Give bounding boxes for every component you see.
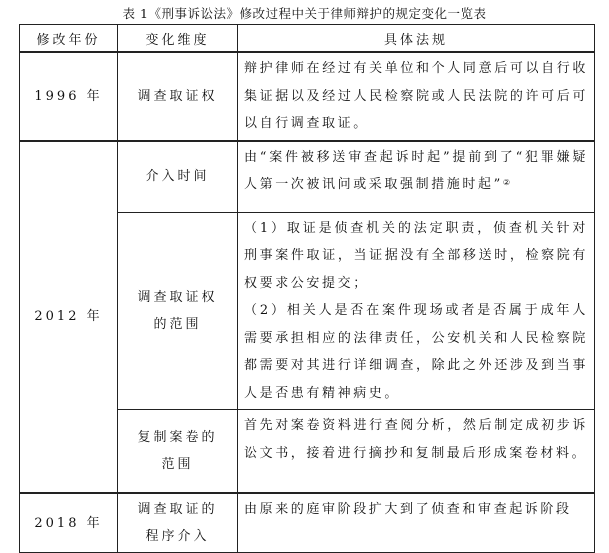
law-cell-2018: 由原来的庭审阶段扩大到了侦查和审查起诉阶段 xyxy=(238,493,595,553)
header-dimension: 变化维度 xyxy=(118,25,238,53)
table-row-2012-entry-time xyxy=(20,141,595,213)
dimension-line: 复制案卷的 xyxy=(137,430,218,445)
law-cell-2012-entry-time xyxy=(238,141,595,213)
year-cell-1996: 1996 年 xyxy=(20,52,118,141)
law-cell-2012-copy-scope: 首先对案卷资料进行查阅分析，然后制定成初步诉讼文书，接着进行摘抄和复制最后形成案卷材料。 xyxy=(238,410,595,494)
header-law: 具体法规 xyxy=(238,25,595,53)
year-cell-2018: 2018 年 xyxy=(20,493,118,553)
dimension-cell-2012-copy-scope xyxy=(118,410,238,494)
dimension-line: 程序介入 xyxy=(145,529,210,544)
dimension-cell-2012-evidence-scope xyxy=(118,212,238,410)
law-cell-1996: 辩护律师在经过有关单位和个人同意后可以自行收集证据以及经过人民检察院或人民法院的许可后可以自行调查取证。 xyxy=(238,52,595,141)
dimension-line: 的范围 xyxy=(153,316,202,332)
law-paragraph-2: （2）相关人是否在案件现场或者是否属于成年人需要承担相应的法律责任，公安机关和人民检察院都需要对其进行详细调查，除此之外还涉及到当事人是否患有精神病史。 xyxy=(244,303,588,401)
law-paragraph-1: （1）取证是侦查机关的法定职责，侦查机关针对刑事案件取证，当证据没有全部移送时，检察院有权要求公安提交； xyxy=(244,220,588,291)
table-caption: 表 1《刑事诉讼法》修改过程中关于律师辩护的规定变化一览表 xyxy=(122,6,487,21)
law-text-2012-entry-time: 由“案件被移送审查起诉时起”提前到了“犯罪嫌疑人第一次被讯问或采取强制措施时起” xyxy=(244,149,588,192)
law-cell-2012-evidence-scope xyxy=(238,212,595,410)
dimension-cell-2012-entry-time: 介入时间 xyxy=(118,141,238,213)
header-year: 修改年份 xyxy=(20,25,118,53)
footnote-marker: ② xyxy=(502,178,511,187)
law-change-table xyxy=(19,24,595,553)
table-row-2018 xyxy=(20,493,595,553)
dimension-line: 调查取证权 xyxy=(137,289,218,305)
dimension-line: 调查取证的 xyxy=(137,502,218,517)
header-row xyxy=(20,25,595,53)
dimension-cell-2018 xyxy=(118,493,238,553)
dimension-line: 范围 xyxy=(161,457,194,472)
year-cell-2012: 2012 年 xyxy=(20,141,118,494)
table-row-1996 xyxy=(20,52,595,141)
dimension-cell-1996: 调查取证权 xyxy=(118,52,238,141)
